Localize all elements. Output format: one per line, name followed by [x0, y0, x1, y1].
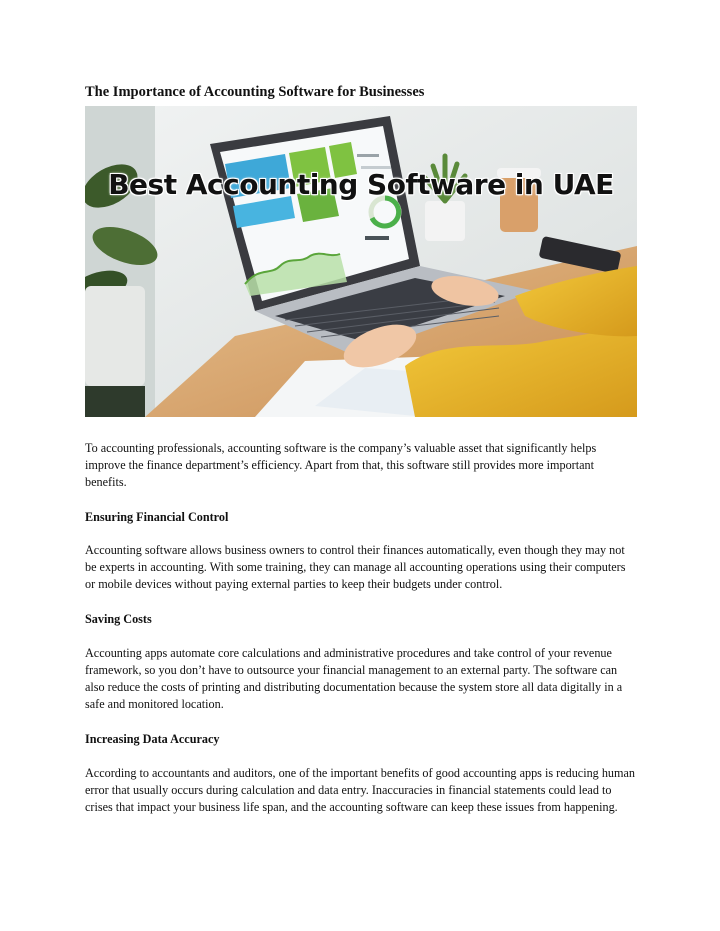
intro-paragraph: To accounting professionals, accounting software is the company’s valuable asset that significantly helps improve the finance department’s efficiency. Apart from that, this software still provides more important benefits. — [85, 441, 597, 489]
hero-image — [85, 106, 637, 417]
document-title: The Importance of Accounting Software for Businesses — [85, 84, 425, 100]
laptop-photo-illustration — [85, 106, 637, 417]
section-body-data-accuracy: According to accountants and auditors, one of the important benefits of good accounting apps is reducing human error that usually occurs during calculation and data entry. Inaccuracies in financial statements could lead to crises that impact your business life span, and the accounting software can keep these issues from happening. — [85, 766, 635, 814]
section-heading-saving-costs: Saving Costs — [85, 612, 152, 626]
section-heading-financial-control: Ensuring Financial Control — [85, 510, 229, 524]
image-caption: Best Accounting Software in UAE — [108, 168, 614, 201]
section-heading-data-accuracy: Increasing Data Accuracy — [85, 732, 220, 746]
section-body-saving-costs: Accounting apps automate core calculations and administrative procedures and take control of your revenue framework, so you don’t have to outsource your financial management to an external party. The software can also reduce the costs of printing and distributing documentation because the system store all data digitally in a safe and monitored location. — [85, 646, 623, 711]
section-body-financial-control: Accounting software allows business owners to control their finances automatically, even though they may not be experts in accounting. With some training, they can manage all accounting operations using their computers or mobile devices without paying external parties to keep their budgets under control. — [85, 543, 626, 591]
